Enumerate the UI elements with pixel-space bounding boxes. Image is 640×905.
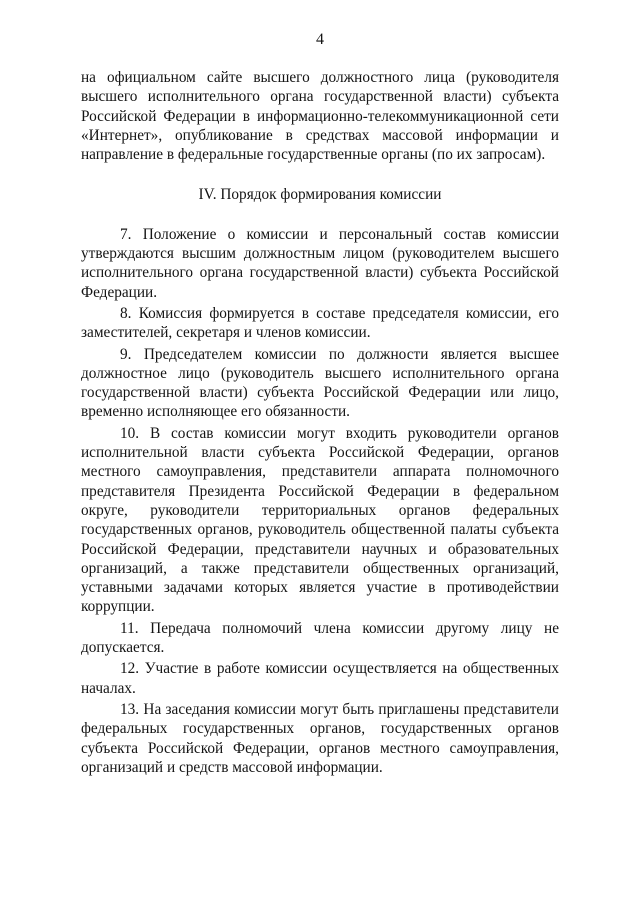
paragraph-12 — [81, 659, 559, 698]
paragraph-number: 8. — [120, 304, 132, 322]
paragraph-text: Участие в работе комиссии осуществляется на общественных началах. — [81, 660, 559, 697]
paragraph-9 — [81, 345, 559, 422]
paragraph-number: 9. — [120, 345, 132, 363]
paragraph-13 — [81, 700, 559, 777]
paragraph-number: 13. — [120, 700, 140, 718]
paragraph-text: В состав комиссии могут входить руководители органов исполнительной власти субъекта Российской Федерации, органов местного самоуправления, представители аппарата полномочного представителя Президента Российской Федерации в федеральном округе, руководители территориальных органов федеральных государственных органов, руководитель общественной палаты субъекта Российской Федерации, представители научных и образовательных организаций, а также представители общественных организаций, уставными задачами которых является участие в противодействии коррупции. — [81, 424, 559, 616]
paragraph-number: 10. — [120, 424, 140, 442]
paragraph-11 — [81, 619, 559, 658]
document-body — [81, 68, 559, 777]
page-number: 4 — [316, 31, 324, 48]
paragraph-text: Комиссия формируется в составе председателя комиссии, его заместителей, секретаря и членов комиссии. — [81, 304, 560, 342]
section-heading: IV. Порядок формирования комиссии — [198, 186, 442, 204]
paragraph-number: 11. — [120, 619, 139, 637]
paragraph-8 — [81, 304, 559, 343]
paragraph-number: 7. — [120, 225, 132, 243]
paragraph-text: На заседания комиссии могут быть приглашены представители федеральных государственных органов, государственных органов субъекта Российской Федерации, органов местного самоуправления, организаций и средств массовой информации. — [81, 700, 559, 776]
paragraph-number: 12. — [120, 660, 140, 678]
paragraph-text: Передача полномочий члена комиссии другому лицу не допускается. — [81, 619, 560, 657]
paragraph-7 — [81, 225, 559, 302]
paragraph-text: Положение о комиссии и персональный состав комиссии утверждаются высшим должностным лицом (руководителем высшего исполнительного органа государственной власти) субъекта Российской Федерации. — [81, 225, 560, 301]
paragraph-text: Председателем комиссии по должности является высшее должностное лицо (руководитель высшего исполнительного органа государственной власти) субъекта Российской Федерации или лицо, временно исполняющее его обязанности. — [81, 345, 559, 421]
paragraph-10 — [81, 424, 559, 617]
intro-paragraph: на официальном сайте высшего должностного лица (руководителя высшего исполнительного органа государственной власти) субъекта Российской Федерации в информационно-телекоммуникационной сети «Интернет», опубликование в средствах массовой информации и направление в федеральные государственные органы (по их запросам). — [81, 69, 559, 164]
